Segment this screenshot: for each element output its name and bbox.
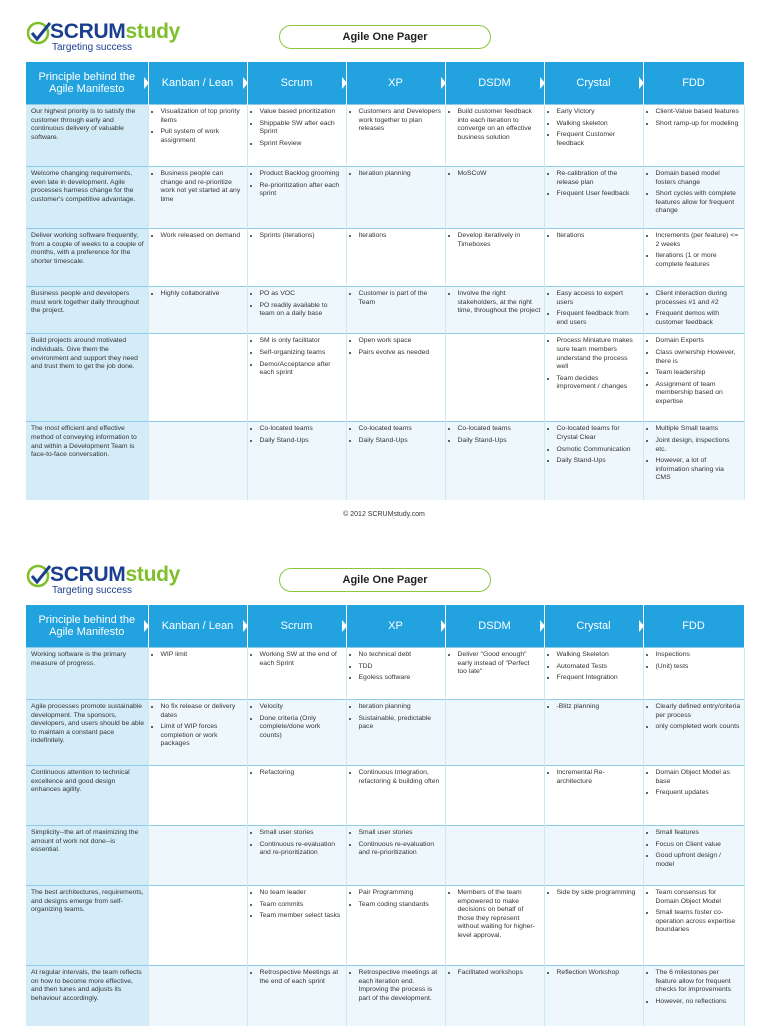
practice-item: • Pull system of work assignment: [161, 128, 244, 145]
practice-list: [647, 769, 741, 798]
practice-list: [449, 232, 541, 249]
practice-item: • Frequent demos with customer feedback: [656, 310, 741, 327]
column-header: DSDM: [445, 62, 544, 105]
method-cell: [445, 886, 544, 966]
method-cell: [544, 229, 643, 287]
practice-item: • Team leadership: [656, 369, 741, 378]
practice-item: • Small features: [656, 829, 741, 838]
column-header: Kanban / Lean: [148, 62, 247, 105]
practice-item: • Refactoring: [260, 769, 343, 778]
method-cell: [247, 287, 346, 334]
practice-item: • Retrospective meetings at each iteration end. Improving the process is part of the development.: [359, 969, 442, 1003]
table-row: [26, 229, 744, 287]
practice-item: • Work released on demand: [161, 232, 244, 241]
checkmark-circle-icon: [26, 20, 52, 46]
method-cell: [148, 966, 247, 1026]
practice-list: [647, 425, 741, 483]
practice-list: [350, 232, 442, 241]
practice-item: • Team member select tasks: [260, 912, 343, 921]
method-cell: [544, 826, 643, 886]
method-cell: [148, 766, 247, 826]
practice-item: • Limit of WIP forces completion or work packages: [161, 723, 244, 749]
method-cell: [445, 422, 544, 500]
method-cell: [643, 422, 744, 500]
practice-item: • Small user stories: [359, 829, 442, 838]
method-cell: [445, 766, 544, 826]
practice-list: [449, 290, 541, 316]
practice-list: [350, 290, 442, 307]
practice-list: [548, 703, 640, 712]
practice-item: • only completed work counts: [656, 723, 741, 732]
brand-word-1: SCRUM: [50, 563, 126, 586]
practice-item: • However, no reflections: [656, 998, 741, 1007]
practice-item: • Reflection Workshop: [557, 969, 640, 978]
table-row: [26, 422, 744, 500]
method-cell: [643, 287, 744, 334]
practice-item: • Clearly defined entry/criteria per process: [656, 703, 741, 720]
principle-cell: The best architectures, requirements, and designs emerge from self-organizing teams.: [26, 886, 148, 966]
method-cell: [643, 966, 744, 1026]
practice-item: • Working SW at the end of each Sprint: [260, 651, 343, 668]
practice-item: • Assignment of team membership based on expertise: [656, 381, 741, 407]
brand-tagline: Targeting success: [52, 585, 133, 596]
practice-item: • Osmotic Communication: [557, 446, 640, 455]
practice-item: • No fix release or delivery dates: [161, 703, 244, 720]
principle-cell: Build projects around motivated individuals. Give them the environment and support they need and trust them to get the job done.: [26, 334, 148, 422]
method-cell: [643, 826, 744, 886]
practice-item: • Iteration planning: [359, 703, 442, 712]
practice-item: • Small teams foster co-operation across expertise boundaries: [656, 909, 741, 935]
practice-item: • Joint design, inspections etc.: [656, 437, 741, 454]
practice-item: • Iterations (1 or more complete features: [656, 252, 741, 269]
method-cell: [148, 105, 247, 167]
method-cell: [544, 422, 643, 500]
table-row: [26, 766, 744, 826]
practice-list: [647, 337, 741, 406]
practice-list: [152, 290, 244, 299]
practice-list: [548, 170, 640, 199]
principle-cell: Welcome changing requirements, even late in development. Agile processes harness change for the customer's competitive advantage.: [26, 167, 148, 229]
method-cell: [346, 886, 445, 966]
method-cell: [445, 334, 544, 422]
method-cell: [346, 287, 445, 334]
method-cell: [445, 105, 544, 167]
practice-item: • Frequent updates: [656, 789, 741, 798]
practice-list: [251, 889, 343, 921]
practice-item: • Team commits: [260, 901, 343, 910]
column-header: Crystal: [544, 605, 643, 648]
comparison-table-page-2: [26, 605, 745, 1026]
practice-item: • Short cycles with complete features allow for frequent change: [656, 190, 741, 216]
table-row: [26, 167, 744, 229]
practice-item: • Domain Experts: [656, 337, 741, 346]
practice-list: [647, 108, 741, 128]
practice-list: [350, 829, 442, 858]
practice-item: • Shippable SW after each Sprint: [260, 120, 343, 137]
column-header: XP: [346, 605, 445, 648]
footer-copyright: © 2012 SCRUMstudy.com: [343, 511, 425, 518]
method-cell: [247, 966, 346, 1026]
method-cell: [544, 648, 643, 700]
method-cell: [247, 700, 346, 766]
practice-item: • Iterations: [557, 232, 640, 241]
principle-cell: The most efficient and effective method of conveying information to and within a Development Team is face-to-face conversation.: [26, 422, 148, 500]
method-cell: [643, 229, 744, 287]
practice-item: • Daily Stand-Ups: [359, 437, 442, 446]
practice-list: [548, 425, 640, 465]
page-2: [0, 543, 768, 1024]
practice-item: • Daily Stand-Ups: [260, 437, 343, 446]
practice-list: [449, 108, 541, 142]
method-cell: [247, 766, 346, 826]
practice-list: [350, 889, 442, 909]
method-cell: [148, 648, 247, 700]
practice-list: [647, 170, 741, 216]
method-cell: [643, 766, 744, 826]
practice-item: • Facilitated workshops: [458, 969, 541, 978]
practice-item: • PO as VOC: [260, 290, 343, 299]
practice-list: [647, 889, 741, 935]
method-cell: [643, 886, 744, 966]
practice-item: • PO readily available to team on a daily base: [260, 302, 343, 319]
method-cell: [247, 334, 346, 422]
practice-item: • Iteration planning: [359, 170, 442, 179]
principle-cell: Business people and developers must work together daily throughout the project.: [26, 287, 148, 334]
practice-item: • Deliver "Good enough" early instead of "Perfect too late": [458, 651, 541, 677]
method-cell: [148, 826, 247, 886]
practice-item: • (Unit) tests: [656, 663, 741, 672]
method-cell: [148, 287, 247, 334]
practice-item: • Process Miniature makes sure team members understand the process well: [557, 337, 640, 371]
practice-item: • Frequent User feedback: [557, 190, 640, 199]
table-row: [26, 648, 744, 700]
practice-list: [251, 108, 343, 148]
practice-item: • Team coding standards: [359, 901, 442, 910]
method-cell: [643, 648, 744, 700]
principle-cell: Continuous attention to technical excellence and good design enhances agility.: [26, 766, 148, 826]
practice-item: • Easy access to expert users: [557, 290, 640, 307]
practice-item: • Value based prioritization: [260, 108, 343, 117]
table-row: [26, 826, 744, 886]
practice-list: [152, 651, 244, 660]
method-cell: [346, 766, 445, 826]
practice-item: • Build customer feedback into each iteration to converge on an effective business solution: [458, 108, 541, 142]
method-cell: [643, 167, 744, 229]
practice-list: [548, 969, 640, 978]
practice-item: • Short ramp-up for modeling: [656, 120, 741, 129]
header-row: [26, 62, 744, 105]
scrumstudy-logo: [26, 20, 181, 56]
practice-list: [548, 290, 640, 327]
practice-item: • Open work space: [359, 337, 442, 346]
practice-item: • Team decides improvement / changes: [557, 375, 640, 392]
practice-list: [548, 769, 640, 786]
practice-item: • Frequent Integration: [557, 674, 640, 683]
practice-item: • Retrospective Meetings at the end of each sprint: [260, 969, 343, 986]
method-cell: [544, 167, 643, 229]
method-cell: [346, 422, 445, 500]
method-cell: [544, 287, 643, 334]
column-header: Kanban / Lean: [148, 605, 247, 648]
practice-list: [449, 651, 541, 677]
practice-list: [548, 108, 640, 148]
method-cell: [148, 334, 247, 422]
practice-item: • Co-located teams: [458, 425, 541, 434]
method-cell: [643, 334, 744, 422]
practice-item: • Demo/Acceptance after each sprint: [260, 361, 343, 378]
practice-item: • Customers and Developers work together to plan releases: [359, 108, 442, 134]
practice-item: • Sprint Review: [260, 140, 343, 149]
practice-list: [548, 337, 640, 392]
practice-item: • Frequent feedback from end users: [557, 310, 640, 327]
method-cell: [544, 105, 643, 167]
practice-item: • -Blitz planning: [557, 703, 640, 712]
practice-item: • Pair Programming: [359, 889, 442, 898]
practice-item: • Early Victory: [557, 108, 640, 117]
method-cell: [148, 229, 247, 287]
practice-item: • Domain based model fosters change: [656, 170, 741, 187]
column-header: Crystal: [544, 62, 643, 105]
method-cell: [346, 334, 445, 422]
practice-list: [548, 232, 640, 241]
method-cell: [346, 648, 445, 700]
practice-list: [251, 425, 343, 445]
practice-item: • TDD: [359, 663, 442, 672]
method-cell: [445, 826, 544, 886]
practice-item: • Walking Skeleton: [557, 651, 640, 660]
method-cell: [247, 105, 346, 167]
principle-cell: Agile processes promote sustainable development. The sponsors, developers, and users should be able to maintain a constant pace indefinitely.: [26, 700, 148, 766]
method-cell: [544, 966, 643, 1026]
practice-item: • Domain Object Model as base: [656, 769, 741, 786]
practice-list: [251, 232, 343, 241]
practice-item: • Involve the right stakeholders, at the right time, throughout the project: [458, 290, 541, 316]
practice-item: • Continuous Integration, refactoring & building often: [359, 769, 442, 786]
method-cell: [445, 966, 544, 1026]
practice-list: [152, 108, 244, 145]
practice-list: [152, 170, 244, 204]
practice-item: • Co-located teams for Crystal Clear: [557, 425, 640, 442]
method-cell: [247, 886, 346, 966]
practice-item: • Walking skeleton: [557, 120, 640, 129]
practice-item: • WIP limit: [161, 651, 244, 660]
practice-item: • Client interaction during processes #1 and #2: [656, 290, 741, 307]
practice-item: • Sustainable, predictable pace: [359, 715, 442, 732]
practice-item: • No team leader: [260, 889, 343, 898]
principle-cell: Our highest priority is to satisfy the customer through early and continuous delivery of valuable software.: [26, 105, 148, 167]
practice-item: • Continuous re-evaluation and re-prioritization: [359, 841, 442, 858]
practice-item: • Velocity: [260, 703, 343, 712]
principle-cell: Simplicity--the art of maximizing the amount of work not done--is essential.: [26, 826, 148, 886]
practice-list: [251, 769, 343, 778]
practice-list: [251, 337, 343, 377]
principle-cell: At regular intervals, the team reflects on how to become more effective, and then tunes and adjusts its behaviour accordingly.: [26, 966, 148, 1026]
method-cell: [247, 422, 346, 500]
practice-list: [548, 889, 640, 898]
practice-list: [449, 969, 541, 978]
method-cell: [247, 167, 346, 229]
table-row: [26, 966, 744, 1026]
method-cell: [148, 886, 247, 966]
practice-item: • Team consensus for Domain Object Model: [656, 889, 741, 906]
practice-item: • Re-calibration of the release plan: [557, 170, 640, 187]
method-cell: [544, 700, 643, 766]
method-cell: [544, 334, 643, 422]
method-cell: [148, 167, 247, 229]
brand-tagline: Targeting success: [52, 42, 133, 53]
column-header: DSDM: [445, 605, 544, 648]
table-row: [26, 334, 744, 422]
brand-word-2: study: [125, 563, 181, 586]
practice-list: [350, 703, 442, 732]
method-cell: [247, 648, 346, 700]
method-cell: [643, 700, 744, 766]
table-row: [26, 886, 744, 966]
method-cell: [445, 287, 544, 334]
brand-word-2: study: [125, 20, 181, 43]
checkmark-circle-icon: [26, 563, 52, 589]
practice-item: • Product Backlog grooming: [260, 170, 343, 179]
practice-item: • No technical debt: [359, 651, 442, 660]
practice-item: • Develop iteratively in Timeboxes: [458, 232, 541, 249]
practice-item: • However, a lot of information sharing via CMS: [656, 457, 741, 483]
practice-list: [350, 425, 442, 445]
practice-list: [647, 232, 741, 269]
practice-item: • Re-prioritization after each sprint: [260, 182, 343, 199]
practice-list: [350, 969, 442, 1003]
method-cell: [544, 886, 643, 966]
practice-item: • Multiple Small teams: [656, 425, 741, 434]
table-row: [26, 105, 744, 167]
practice-item: • Class ownership However, there is: [656, 349, 741, 366]
practice-list: [350, 108, 442, 134]
practice-list: [647, 703, 741, 732]
method-cell: [445, 648, 544, 700]
practice-item: • Iterations: [359, 232, 442, 241]
practice-item: • Visualization of top priority items: [161, 108, 244, 125]
practice-item: • The 6 milestones per feature allow for frequent checks for improvements: [656, 969, 741, 995]
method-cell: [643, 105, 744, 167]
practice-item: • Daily Stand-Ups: [458, 437, 541, 446]
doc-title: Agile One Pager: [279, 25, 491, 49]
practice-list: [449, 889, 541, 941]
practice-list: [449, 425, 541, 445]
practice-item: • Focus on Client value: [656, 841, 741, 850]
principle-cell: Working software is the primary measure of progress.: [26, 648, 148, 700]
column-header: XP: [346, 62, 445, 105]
practice-list: [251, 290, 343, 319]
practice-item: • Daily Stand-Ups: [557, 457, 640, 466]
practice-item: • Done criteria (Only complete/done work counts): [260, 715, 343, 741]
practice-item: • Egoless software: [359, 674, 442, 683]
column-header: Principle behind the Agile Manifesto: [26, 605, 148, 648]
practice-list: [647, 969, 741, 1006]
practice-item: • Increments (per feature) <= 2 weeks: [656, 232, 741, 249]
practice-list: [548, 651, 640, 683]
method-cell: [247, 229, 346, 287]
practice-list: [152, 232, 244, 241]
practice-item: • Sprints (iterations): [260, 232, 343, 241]
method-cell: [346, 167, 445, 229]
practice-item: • Highly collaborative: [161, 290, 244, 299]
practice-item: • Members of the team empowered to make decisions on behalf of those they represent without waiting for higher-level approval.: [458, 889, 541, 941]
practice-list: [350, 170, 442, 179]
column-header: Scrum: [247, 62, 346, 105]
doc-title: Agile One Pager: [279, 568, 491, 592]
method-cell: [346, 229, 445, 287]
method-cell: [247, 826, 346, 886]
column-header: FDD: [643, 62, 744, 105]
practice-item: • Co-located teams: [260, 425, 343, 434]
practice-item: • MoSCoW: [458, 170, 541, 179]
method-cell: [346, 826, 445, 886]
practice-item: • Incremental Re-architecture: [557, 769, 640, 786]
practice-list: [251, 829, 343, 858]
scrumstudy-logo: [26, 563, 181, 599]
practice-list: [251, 703, 343, 740]
practice-list: [350, 651, 442, 683]
practice-item: • Automated Tests: [557, 663, 640, 672]
practice-item: • Continuous re-evaluation and re-prioritization: [260, 841, 343, 858]
method-cell: [346, 700, 445, 766]
practice-item: • Business people can change and re-prioritize work not yet started at any time: [161, 170, 244, 204]
method-cell: [445, 229, 544, 287]
practice-item: • Good upfront design / model: [656, 852, 741, 869]
brand-word-1: SCRUM: [50, 20, 126, 43]
practice-list: [647, 290, 741, 327]
method-cell: [445, 167, 544, 229]
practice-list: [251, 651, 343, 668]
principle-cell: Deliver working software frequently, from a couple of weeks to a couple of months, with a preference for the shorter timescale.: [26, 229, 148, 287]
method-cell: [148, 422, 247, 500]
column-header: Scrum: [247, 605, 346, 648]
header-row: [26, 605, 744, 648]
practice-item: • Customer is part of the Team: [359, 290, 442, 307]
practice-list: [251, 969, 343, 986]
practice-list: [350, 337, 442, 357]
column-header: Principle behind the Agile Manifesto: [26, 62, 148, 105]
column-header: FDD: [643, 605, 744, 648]
table-row: [26, 700, 744, 766]
practice-item: • Pairs evolve as needed: [359, 349, 442, 358]
method-cell: [544, 766, 643, 826]
practice-list: [152, 703, 244, 749]
method-cell: [346, 966, 445, 1026]
practice-item: • Inspections: [656, 651, 741, 660]
table-row: [26, 287, 744, 334]
practice-list: [350, 769, 442, 786]
practice-item: • Small user stories: [260, 829, 343, 838]
practice-list: [449, 170, 541, 179]
method-cell: [445, 700, 544, 766]
practice-item: • Client-Value based features: [656, 108, 741, 117]
practice-list: [251, 170, 343, 199]
practice-item: • Frequent Customer feedback: [557, 131, 640, 148]
method-cell: [148, 700, 247, 766]
comparison-table-page-1: [26, 62, 745, 500]
practice-list: [647, 829, 741, 869]
practice-item: • Self-organizing teams: [260, 349, 343, 358]
practice-list: [647, 651, 741, 671]
method-cell: [346, 105, 445, 167]
practice-item: • Side by side programming: [557, 889, 640, 898]
practice-item: • SM is only facilitator: [260, 337, 343, 346]
practice-item: • Co-located teams: [359, 425, 442, 434]
